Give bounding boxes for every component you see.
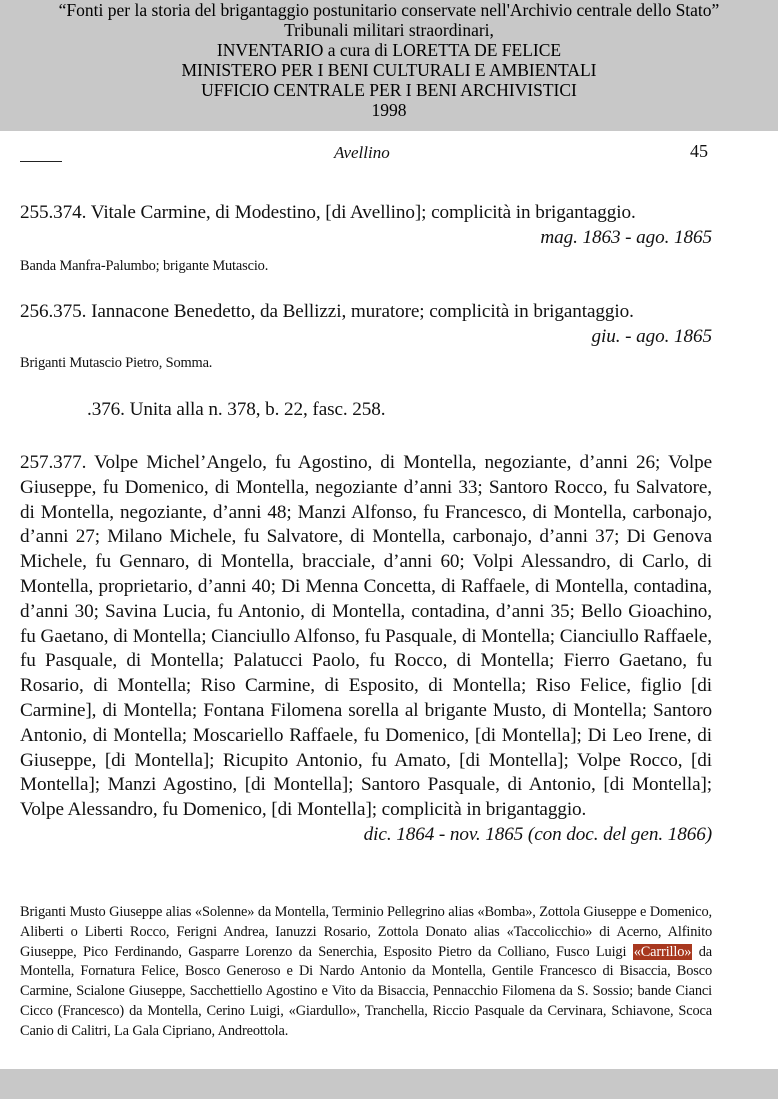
entry-256-375 [20, 300, 712, 350]
header-rule [20, 161, 62, 162]
page-number: 45 [690, 141, 708, 161]
header-line-5: UFFICIO CENTRALE PER I BENI ARCHIVISTICI [201, 80, 577, 100]
note-text-after: da Montella, Fornatura Felice, Bosco Generoso e Di Nardo Antonio da Montella, Gentile Francesco di Bisaccia, Bosco Carmine, Scialone Giuseppe, Sacchettiello Agostino e Vito da Bisaccia, Pennacchio Filomena da S. Sossio; bande Cianci Cicco (Francesco) da Montella, Cerino Luigi, «Giardullo», Tranchella, Riccio Pasquale da Cervinara, Schiavone, Scoca Canio di Calitri, La Gala Cipriano, Andreottola. [20, 943, 713, 1039]
entry-note-255-374: Banda Manfra-Palumbo; brigante Mutascio. [20, 258, 269, 274]
entry-text: Unita alla n. 378, b. 22, fasc. 258. [129, 399, 386, 420]
entry-date: dic. 1864 - nov. 1865 (con doc. del gen. 1866) [363, 823, 712, 845]
entry-date: giu. - ago. 1865 [591, 325, 712, 347]
header-line-1: “Fonti per la storia del brigantaggio postunitario conservate nell'Archivio centrale dello Stato” [58, 0, 720, 20]
document-page [0, 131, 778, 1069]
entry-text: Iannacone Benedetto, da Bellizzi, muratore; complicità in brigantaggio. [91, 301, 634, 322]
entry-note-256-375: Briganti Mutascio Pietro, Somma. [20, 355, 213, 371]
entry-note-257-377 [20, 903, 712, 1042]
note-text-before: Briganti Musto Giuseppe alias «Solenne» da Montella, Terminio Pellegrino alias «Bomba», Zottola Giuseppe e Domenico, Aliberti o Liberti Rocco, Ferigni Andrea, Ianuzzi Rosario, Zottola Donato alias «Taccolicchio» di Acerno, Alfinito Giuseppe, Pico Ferdinando, Gasparre Lorenzo da Senerchia, Esposito Pietro da Colliano, Fusco Luigi [20, 904, 712, 960]
entry-number: .376. [87, 399, 130, 420]
bottom-margin [0, 1069, 778, 1099]
header-line-6: 1998 [371, 100, 407, 120]
entry-text: Volpe Michel’Angelo, fu Agostino, di Montella, negoziante, d’anni 26; Volpe Giuseppe, fu Domenico, di Montella, negoziante d’anni 33; Santoro Rocco, fu Salvatore, di Montella, negoziante, d’anni 48; Manzi Alfonso, fu Francesco, di Montella, carbonajo, d’anni 27; Milano Michele, fu Salvatore, di Montella, carbonajo, d’anni 37; Di Genova Michele, fu Gennaro, di Montella, bracciale, d’anni 60; Volpi Alessandro, di Carlo, di Montella, proprietario, d’anni 40; Di Menna Concetta, di Raffaele, di Montella, contadina, d’anni 30; Savina Lucia, fu Antonio, di Montella, contadina, d’anni 35; Bello Gioachino, fu Gaetano, di Montella; Cianciullo Alfonso, fu Pasquale, di Montella; Cianciullo Raffaele, fu Pasquale, di Montella; Palatucci Paolo, fu Rocco, di Montella; Fierro Gaetano, fu Rosario, di Montella; Riso Carmine, di Esposito, di Montella; Riso Felice, figlio [di Carmine], di Montella; Fontana Filomena sorella al brigante Musto, di Montella; Santoro Antonio, di Montella; Moscariello Raffaele, fu Domenico, [di Montella]; Di Leo Irene, di Giuseppe, [di Montella]; Ricupito Antonio, fu Amato, [di Montella]; Volpe Rocco, [di Montella]; Manzi Agostino, [di Montella]; Santoro Pasquale, di Antonio, [di Montella]; Volpe Alessandro, fu Domenico, [di Montella]; complicità in brigantaggio. [20, 452, 712, 821]
header-line-2: Tribunali militari straordinari, [284, 20, 494, 40]
entry-376 [87, 398, 687, 423]
entry-number: 256.375. [20, 301, 92, 322]
entry-text: Vitale Carmine, di Modestino, [di Avellino]; complicità in brigantaggio. [90, 202, 636, 223]
header-line-4: MINISTERO PER I BENI CULTURALI E AMBIENTALI [181, 60, 597, 80]
entry-number: 255.374. [20, 202, 91, 223]
running-head-title: Avellino [334, 143, 390, 162]
document-citation-header [0, 0, 778, 131]
header-line-3: INVENTARIO a cura di LORETTA DE FELICE [216, 40, 562, 60]
entry-number: 257.377. [20, 452, 95, 473]
entry-date: mag. 1863 - ago. 1865 [540, 226, 712, 248]
highlighted-term: «Carrillo» [633, 943, 692, 960]
running-head [0, 141, 778, 165]
entry-255-374 [20, 201, 712, 251]
entry-257-377 [20, 451, 712, 848]
